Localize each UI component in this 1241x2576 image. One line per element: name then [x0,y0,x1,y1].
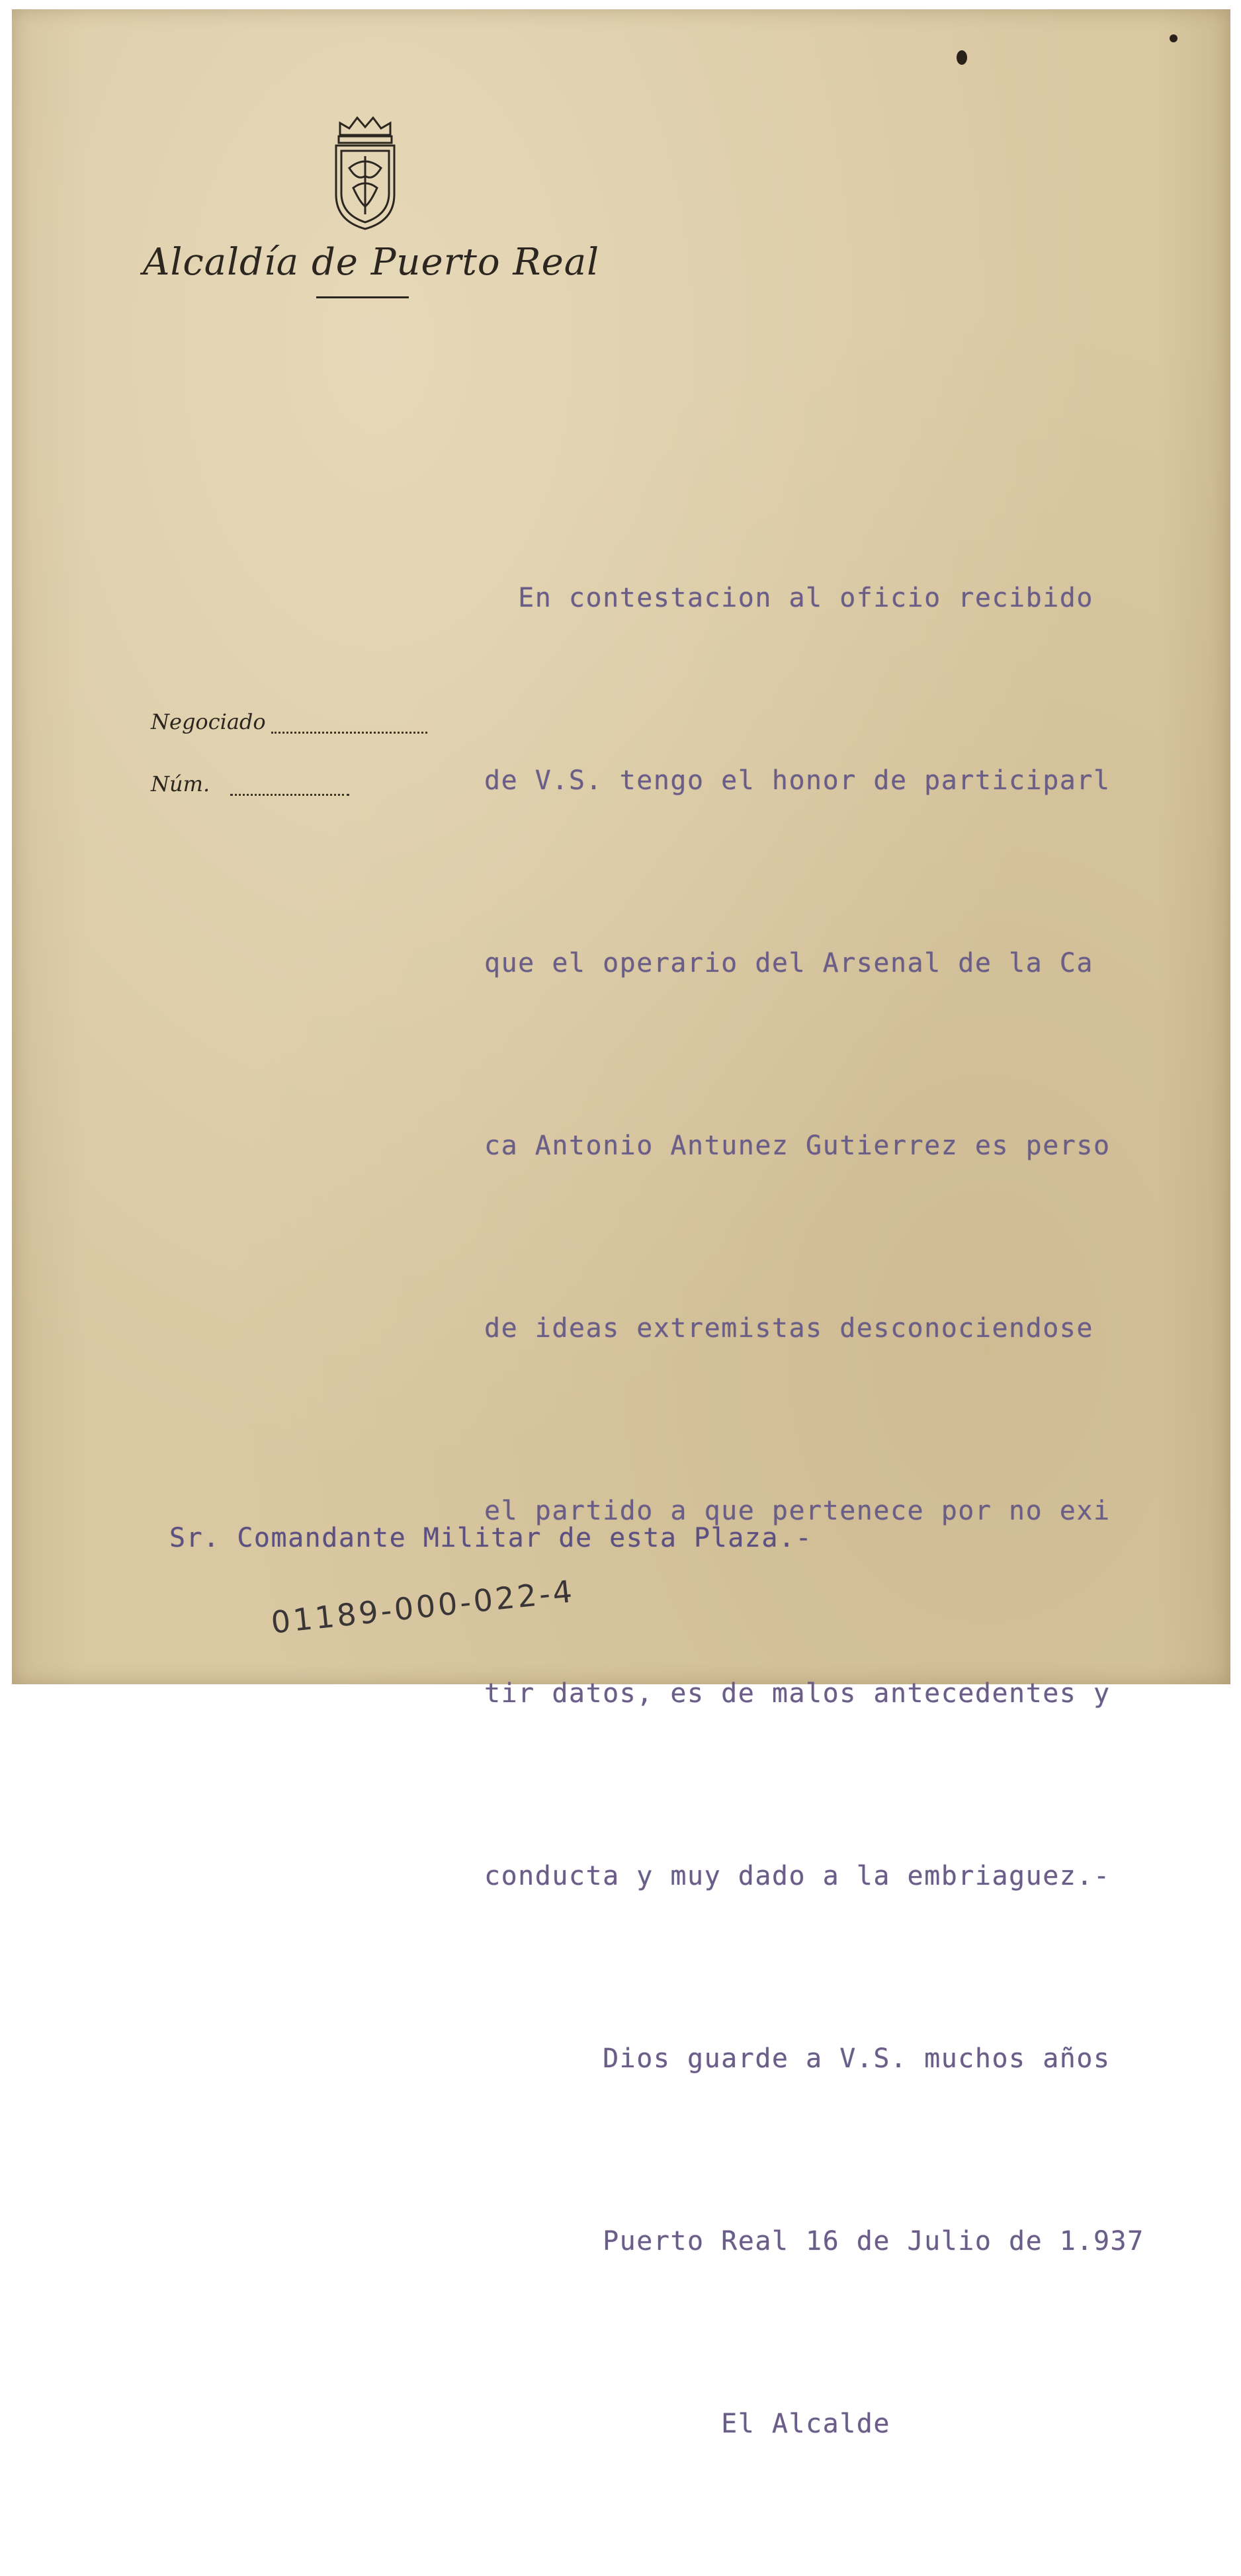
negociado-dotted-line [271,732,427,734]
recipient-line: Sr. Comandante Militar de esta Plaza.- [169,1523,813,1553]
letter-body [484,446,1212,2576]
punch-hole [1170,34,1177,42]
date-line: Puerto Real 16 de Julio de 1.937 [484,2226,1144,2256]
signature-line: El Alcalde [484,2409,890,2439]
body-line: que el operario del Arsenal de la Ca [484,948,1093,978]
document-page [12,9,1230,2439]
num-label: Núm. [151,771,210,796]
letterhead-underline [316,296,409,298]
body-line: de V.S. tengo el honor de participarl [484,765,1111,796]
punch-hole [957,50,967,65]
body-line: el partido a que pertenece por no exi [484,1496,1111,1526]
body-line: conducta y muy dado a la embriaguez.- [484,1861,1111,1891]
body-line: ca Antonio Antunez Gutierrez es perso [484,1131,1111,1161]
coat-of-arms-icon [327,115,404,232]
closing-line: Dios guarde a V.S. muchos años [484,2043,1111,2074]
num-dotted-line [230,794,349,796]
negociado-label: Negociado [151,709,266,734]
body-line: En contestacion al oficio recibido [484,583,1093,613]
body-line: tir datos, es de malos antecedentes y [484,1678,1111,1709]
archive-reference-number: 01189-000-022-4 [269,1572,577,1641]
letterhead-title: Alcaldía de Puerto Real [143,241,600,284]
body-line: de ideas extremistas desconociendose [484,1313,1093,1344]
